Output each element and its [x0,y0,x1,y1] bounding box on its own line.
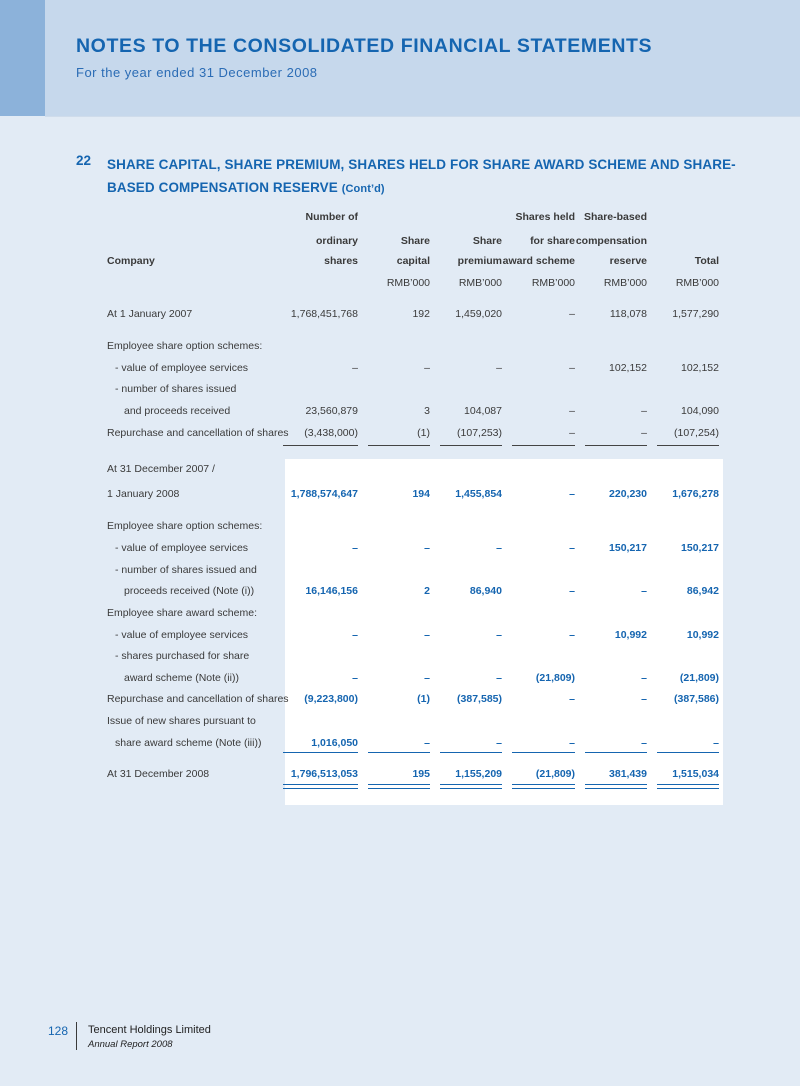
table-cell: (9,223,800) [304,693,358,705]
row-label: - value of employee services [115,629,249,641]
row-label: - shares purchased for share [115,650,250,662]
table-cell: – [424,629,430,641]
total-rule [585,784,647,785]
table-cell: – [641,672,647,684]
total-rule [440,788,502,789]
table-cell: (107,254) [674,427,719,439]
table-cell: – [352,672,358,684]
table-cell: (21,809) [679,672,719,684]
column-header-line: Share [472,235,502,247]
row-label: proceeds received (Note (i)) [124,585,255,597]
table-cell: 10,992 [614,629,647,641]
table-cell: – [569,308,575,320]
total-rule [440,752,502,753]
table-cell: (1) [417,427,430,439]
table-cell: 194 [412,488,430,500]
total-rule [283,445,358,446]
row-label: Repurchase and cancellation of shares [107,427,289,439]
table-cell: – [496,629,502,641]
table-cell: – [569,585,575,597]
total-rule [585,788,647,789]
company-label: Company [107,255,155,267]
table-cell: 1,768,451,768 [290,308,358,320]
total-rule [512,788,575,789]
row-label: Issue of new shares pursuant to [107,715,256,727]
table-cell: (21,809) [535,672,575,684]
table-cell: 1,459,020 [455,308,502,320]
row-label: and proceeds received [124,405,231,417]
column-unit: RMB’000 [386,277,430,289]
row-label: At 1 January 2007 [107,308,193,320]
table-cell: 86,940 [469,585,502,597]
total-rule [512,445,575,446]
column-header-line: award scheme [502,255,575,267]
table-cell: – [569,427,575,439]
table-cell: (21,809) [535,768,575,780]
row-label: Repurchase and cancellation of shares [107,693,289,705]
current-year-highlight-panel [285,459,723,805]
row-label: - number of shares issued [115,383,237,395]
table-cell: 1,515,034 [672,768,719,780]
column-header-line: shares [324,255,358,267]
table-cell: 102,152 [609,362,647,374]
row-label: share award scheme (Note (iii)) [115,737,262,749]
total-rule [283,788,358,789]
table-cell: 86,942 [686,585,719,597]
row-label: - value of employee services [115,542,249,554]
table-cell: 1,455,854 [455,488,502,500]
total-rule [440,445,502,446]
total-rule [368,788,430,789]
table-cell: 150,217 [609,542,647,554]
table-cell: (107,253) [457,427,502,439]
table-cell: – [424,672,430,684]
table-cell: – [713,737,719,749]
header-band [0,0,800,116]
table-cell: – [352,542,358,554]
table-cell: – [569,629,575,641]
row-label: - value of employee services [115,362,249,374]
table-cell: 1,577,290 [672,308,719,320]
table-cell: 3 [424,405,430,417]
column-header-line: Share [400,235,430,247]
footer-page-number: 128 [48,1024,69,1038]
table-cell: 195 [412,768,430,780]
table-cell: (387,586) [674,693,719,705]
total-rule [283,752,358,753]
table-cell: (3,438,000) [304,427,358,439]
page-subtitle: For the year ended 31 December 2008 [76,65,318,80]
total-rule [657,784,719,785]
table-cell: – [641,693,647,705]
column-header-line: Number of [305,211,358,223]
footer-report: Annual Report 2008 [88,1039,173,1050]
page-title: NOTES TO THE CONSOLIDATED FINANCIAL STATEMENTS [76,35,653,57]
table-cell: 23,560,879 [305,405,358,417]
total-rule [368,445,430,446]
table-cell: – [641,585,647,597]
column-unit: RMB’000 [675,277,719,289]
table-cell: 1,796,513,053 [290,768,358,780]
total-rule [657,445,719,446]
column-header-line: Shares held [515,211,575,223]
column-header-line: Share-based [583,211,647,223]
total-rule [283,784,358,785]
row-label: At 31 December 2008 [107,768,210,780]
column-header-line: reserve [609,255,647,267]
table-cell: 220,230 [609,488,647,500]
column-header-line: ordinary [315,235,358,247]
table-cell: 1,155,209 [455,768,502,780]
table-cell: 10,992 [686,629,719,641]
row-label: Employee share award scheme: [107,607,257,619]
table-cell: – [424,542,430,554]
table-cell: – [424,737,430,749]
table-cell: 102,152 [681,362,719,374]
table-cell: – [352,629,358,641]
table-cell: – [569,488,575,500]
section-title [107,153,767,201]
total-rule [368,752,430,753]
table-cell: – [569,737,575,749]
total-rule [440,784,502,785]
table-cell: – [352,362,358,374]
table-cell: – [569,362,575,374]
row-label: Employee share option schemes: [107,340,263,352]
table-cell: 381,439 [609,768,647,780]
table-cell: 2 [424,585,430,597]
table-cell: 1,788,574,647 [290,488,358,500]
table-cell: (1) [417,693,430,705]
table-cell: 150,217 [681,542,719,554]
table-cell: – [641,405,647,417]
column-header-line: Total [694,255,719,267]
total-rule [585,445,647,446]
header-divider [45,116,800,117]
table-cell: 118,078 [609,308,647,320]
row-label: At 31 December 2007 / [107,463,215,475]
table-cell: 192 [412,308,430,320]
column-header-line: premium [457,255,502,267]
total-rule [512,752,575,753]
table-cell: – [496,542,502,554]
header-accent-bar [0,0,45,116]
table-cell: – [569,693,575,705]
footer-divider [76,1022,77,1050]
table-cell: – [496,672,502,684]
table-cell: – [424,362,430,374]
table-cell: (387,585) [457,693,502,705]
section-title-cont: (Cont’d) [341,183,385,195]
column-unit: RMB’000 [531,277,575,289]
table-cell: 16,146,156 [305,585,358,597]
table-cell: 1,016,050 [311,737,358,749]
table-cell: 104,087 [464,405,502,417]
column-unit: RMB’000 [603,277,647,289]
total-rule [657,788,719,789]
column-unit: RMB’000 [458,277,502,289]
row-label: award scheme (Note (ii)) [124,672,239,684]
row-label: - number of shares issued and [115,564,257,576]
table-cell: – [496,737,502,749]
section-number: 22 [76,153,92,168]
table-cell: 1,676,278 [672,488,719,500]
table-cell: – [569,405,575,417]
total-rule [368,784,430,785]
row-label: 1 January 2008 [107,488,180,500]
table-cell: 104,090 [681,405,719,417]
section-title-text: SHARE CAPITAL, SHARE PREMIUM, SHARES HELD FOR SHARE AWARD SCHEME AND SHARE-BASED COMPENSATION RESERVE [107,157,736,195]
table-cell: – [641,427,647,439]
table-cell: – [641,737,647,749]
footer-company: Tencent Holdings Limited [88,1024,211,1036]
table-cell: – [569,542,575,554]
total-rule [585,752,647,753]
total-rule [512,784,575,785]
column-header-line: compensation [575,235,647,247]
total-rule [657,752,719,753]
column-header-line: for share [530,235,575,247]
column-header-line: capital [396,255,430,267]
table-cell: – [496,362,502,374]
row-label: Employee share option schemes: [107,520,263,532]
